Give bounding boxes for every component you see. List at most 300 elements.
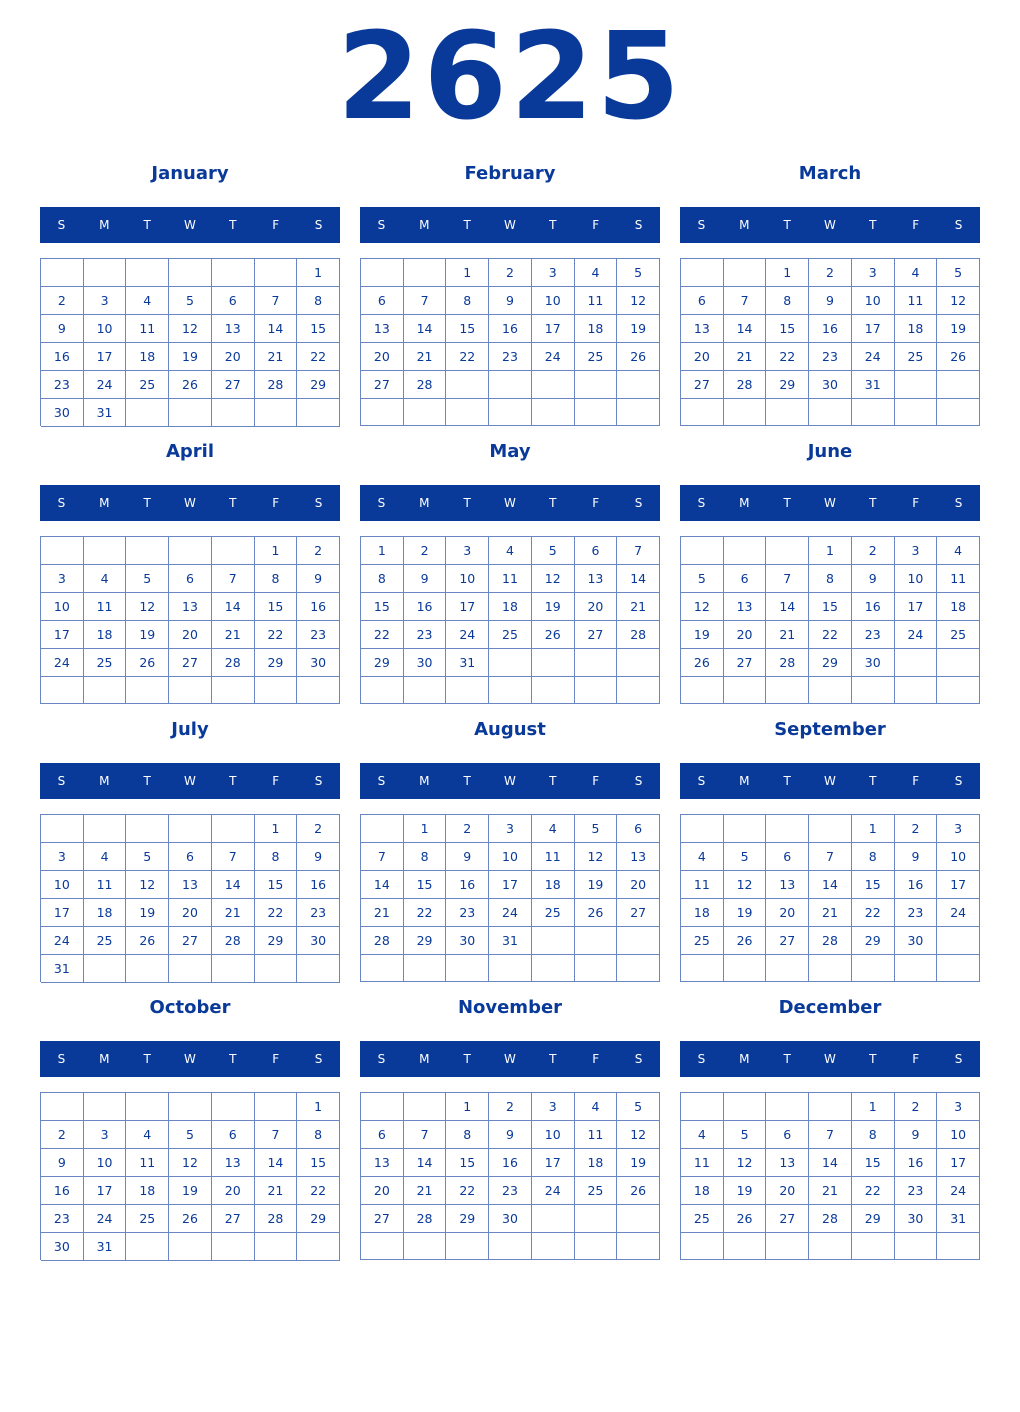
day-cell	[809, 815, 852, 843]
day-cell: 8	[404, 843, 447, 871]
day-cell	[212, 399, 255, 427]
day-cell: 6	[212, 1121, 255, 1149]
day-cell	[361, 399, 404, 426]
day-cell: 22	[297, 343, 340, 371]
day-cell: 24	[84, 371, 127, 399]
day-cell	[255, 955, 298, 983]
day-cell: 19	[937, 315, 980, 343]
day-cell: 21	[212, 621, 255, 649]
day-cell	[212, 537, 255, 565]
day-cell: 20	[617, 871, 660, 899]
day-cell: 28	[361, 927, 404, 955]
weekday-label: S	[697, 218, 706, 232]
weekday-header	[40, 485, 340, 521]
day-cell: 13	[766, 871, 809, 899]
day-cell: 31	[446, 649, 489, 677]
day-cell	[809, 1233, 852, 1260]
weekday-label: W	[504, 1052, 516, 1066]
day-cell	[937, 649, 980, 677]
day-cell: 17	[84, 1177, 127, 1205]
day-cell	[724, 1233, 767, 1260]
day-cell: 19	[169, 343, 212, 371]
day-cell: 18	[575, 1149, 618, 1177]
weekday-label: S	[57, 774, 66, 788]
day-cell: 6	[361, 287, 404, 315]
day-cell: 4	[895, 259, 938, 287]
weekday-label: T	[783, 774, 791, 788]
day-cell: 2	[489, 259, 532, 287]
day-cell: 9	[404, 565, 447, 593]
day-cell	[404, 677, 447, 704]
day-cell: 16	[297, 593, 340, 621]
day-cell: 3	[41, 843, 84, 871]
day-cell: 22	[809, 621, 852, 649]
weekday-label: M	[419, 496, 430, 510]
month-january	[40, 163, 340, 433]
day-cell: 17	[446, 593, 489, 621]
weekday-header	[680, 485, 980, 521]
weekday-header	[360, 763, 660, 799]
day-cell: 6	[681, 287, 724, 315]
day-cell: 22	[297, 1177, 340, 1205]
day-cell: 31	[84, 1233, 127, 1261]
day-cell	[766, 677, 809, 704]
weekday-label: T	[549, 218, 557, 232]
day-cell	[169, 955, 212, 983]
day-cell: 23	[41, 371, 84, 399]
day-cell: 30	[446, 927, 489, 955]
day-cell: 16	[41, 343, 84, 371]
day-cell	[126, 815, 169, 843]
weekday-label: T	[869, 496, 877, 510]
weekday-label: S	[377, 496, 386, 510]
day-cell: 26	[169, 1205, 212, 1233]
day-cell: 23	[297, 621, 340, 649]
day-cell: 10	[84, 1149, 127, 1177]
day-cell	[895, 955, 938, 982]
day-cell: 9	[489, 287, 532, 315]
day-cell: 12	[126, 871, 169, 899]
day-cell: 25	[489, 621, 532, 649]
weekday-label: F	[912, 496, 920, 510]
day-cell: 9	[297, 565, 340, 593]
month-august	[360, 719, 660, 989]
day-cell	[212, 259, 255, 287]
weekday-label: T	[869, 774, 877, 788]
day-cell: 11	[126, 1149, 169, 1177]
day-cell: 5	[681, 565, 724, 593]
day-cell: 28	[404, 1205, 447, 1233]
weekday-header	[360, 1041, 660, 1077]
day-cell: 16	[852, 593, 895, 621]
day-cell: 9	[41, 315, 84, 343]
day-cell	[937, 399, 980, 426]
day-cell: 13	[212, 1149, 255, 1177]
day-cell: 28	[724, 371, 767, 399]
day-cell	[255, 259, 298, 287]
day-cell: 21	[404, 343, 447, 371]
weekday-label: T	[549, 1052, 557, 1066]
month-april	[40, 441, 340, 711]
day-cell	[84, 677, 127, 704]
day-cell	[41, 1093, 84, 1121]
day-cell: 10	[84, 315, 127, 343]
day-cell: 29	[361, 649, 404, 677]
weekday-label: T	[869, 218, 877, 232]
day-cell: 17	[532, 315, 575, 343]
weekday-label: W	[824, 496, 836, 510]
day-cell	[297, 1233, 340, 1261]
day-cell: 16	[404, 593, 447, 621]
day-cell	[169, 1233, 212, 1261]
weekday-label: M	[739, 774, 750, 788]
day-cell: 25	[84, 649, 127, 677]
day-cell	[575, 1205, 618, 1233]
weekday-label: S	[314, 774, 323, 788]
day-cell: 17	[895, 593, 938, 621]
day-grid	[40, 536, 340, 704]
day-cell: 29	[446, 1205, 489, 1233]
day-cell: 6	[212, 287, 255, 315]
weekday-header	[40, 763, 340, 799]
day-cell: 3	[84, 1121, 127, 1149]
day-cell: 18	[532, 871, 575, 899]
day-cell: 10	[532, 1121, 575, 1149]
month-title: January	[151, 163, 229, 184]
day-cell: 9	[895, 1121, 938, 1149]
day-cell: 23	[41, 1205, 84, 1233]
day-cell: 27	[169, 649, 212, 677]
day-cell: 30	[809, 371, 852, 399]
day-cell: 30	[297, 927, 340, 955]
weekday-label: S	[57, 1052, 66, 1066]
day-cell: 24	[532, 343, 575, 371]
day-cell: 27	[766, 927, 809, 955]
day-cell: 22	[404, 899, 447, 927]
day-cell: 5	[724, 843, 767, 871]
day-cell: 18	[575, 315, 618, 343]
day-cell	[126, 259, 169, 287]
day-cell	[617, 677, 660, 704]
day-cell: 19	[617, 1149, 660, 1177]
day-cell	[489, 677, 532, 704]
day-cell: 3	[532, 1093, 575, 1121]
day-cell: 21	[255, 343, 298, 371]
day-cell: 20	[212, 1177, 255, 1205]
month-june	[680, 441, 980, 711]
month-title: October	[149, 997, 231, 1018]
day-cell: 25	[681, 1205, 724, 1233]
day-cell: 2	[446, 815, 489, 843]
day-cell: 18	[126, 343, 169, 371]
day-cell: 12	[169, 1149, 212, 1177]
day-cell: 19	[617, 315, 660, 343]
day-cell: 12	[724, 1149, 767, 1177]
day-cell: 13	[361, 1149, 404, 1177]
day-cell: 5	[617, 259, 660, 287]
day-cell: 17	[937, 1149, 980, 1177]
weekday-header	[680, 1041, 980, 1077]
day-cell	[532, 955, 575, 982]
day-cell: 13	[169, 593, 212, 621]
day-cell	[41, 677, 84, 704]
day-cell	[724, 1093, 767, 1121]
day-cell: 11	[84, 593, 127, 621]
day-cell: 18	[937, 593, 980, 621]
weekday-label: S	[697, 1052, 706, 1066]
day-cell: 5	[169, 287, 212, 315]
day-cell: 1	[361, 537, 404, 565]
day-cell: 24	[895, 621, 938, 649]
month-march	[680, 163, 980, 433]
day-cell: 14	[724, 315, 767, 343]
day-cell	[937, 371, 980, 399]
day-cell: 11	[575, 1121, 618, 1149]
month-title: December	[778, 997, 882, 1018]
day-cell	[489, 1233, 532, 1260]
day-cell: 14	[809, 871, 852, 899]
weekday-label: S	[954, 218, 963, 232]
day-cell: 7	[617, 537, 660, 565]
day-cell: 21	[809, 1177, 852, 1205]
day-cell	[126, 955, 169, 983]
day-cell	[404, 1233, 447, 1260]
day-cell: 2	[809, 259, 852, 287]
weekday-label: W	[824, 218, 836, 232]
day-cell	[681, 399, 724, 426]
day-cell	[84, 1093, 127, 1121]
day-cell	[446, 399, 489, 426]
day-cell: 4	[937, 537, 980, 565]
day-cell: 11	[895, 287, 938, 315]
day-cell: 4	[575, 259, 618, 287]
day-cell: 3	[84, 287, 127, 315]
day-cell: 29	[255, 649, 298, 677]
day-cell	[681, 1233, 724, 1260]
weekday-label: F	[912, 774, 920, 788]
day-cell: 8	[446, 1121, 489, 1149]
day-cell: 25	[575, 1177, 618, 1205]
day-cell: 12	[575, 843, 618, 871]
day-cell	[617, 1233, 660, 1260]
weekday-label: T	[463, 496, 471, 510]
day-grid	[360, 814, 660, 982]
day-cell: 14	[404, 315, 447, 343]
day-cell: 28	[404, 371, 447, 399]
day-cell: 24	[446, 621, 489, 649]
day-cell: 20	[681, 343, 724, 371]
day-cell: 3	[852, 259, 895, 287]
weekday-label: S	[377, 1052, 386, 1066]
day-cell: 17	[937, 871, 980, 899]
weekday-label: M	[739, 1052, 750, 1066]
day-cell: 16	[489, 1149, 532, 1177]
day-cell	[126, 537, 169, 565]
day-cell: 23	[489, 343, 532, 371]
day-cell: 11	[575, 287, 618, 315]
day-cell: 26	[126, 927, 169, 955]
day-cell: 25	[532, 899, 575, 927]
month-july	[40, 719, 340, 989]
day-cell: 14	[361, 871, 404, 899]
day-cell: 9	[852, 565, 895, 593]
day-cell: 19	[575, 871, 618, 899]
day-cell: 14	[255, 1149, 298, 1177]
day-cell: 9	[41, 1149, 84, 1177]
day-cell	[532, 1205, 575, 1233]
day-cell: 20	[766, 899, 809, 927]
day-cell: 11	[937, 565, 980, 593]
weekday-label: S	[954, 1052, 963, 1066]
day-cell: 13	[617, 843, 660, 871]
day-cell: 7	[361, 843, 404, 871]
day-cell: 16	[809, 315, 852, 343]
day-cell	[212, 815, 255, 843]
day-cell: 7	[404, 287, 447, 315]
day-grid	[40, 1092, 340, 1260]
weekday-label: T	[229, 218, 237, 232]
day-cell	[937, 1233, 980, 1260]
weekday-label: W	[824, 1052, 836, 1066]
day-cell: 22	[852, 1177, 895, 1205]
day-cell: 11	[84, 871, 127, 899]
weekday-label: W	[824, 774, 836, 788]
day-cell	[361, 677, 404, 704]
day-cell	[532, 1233, 575, 1260]
day-cell: 12	[532, 565, 575, 593]
day-cell: 13	[575, 565, 618, 593]
day-cell: 1	[255, 537, 298, 565]
day-cell: 12	[681, 593, 724, 621]
day-cell: 4	[84, 565, 127, 593]
day-cell: 19	[532, 593, 575, 621]
day-cell	[446, 677, 489, 704]
day-cell: 1	[297, 259, 340, 287]
day-cell	[169, 399, 212, 427]
day-cell: 7	[255, 287, 298, 315]
day-cell: 8	[297, 1121, 340, 1149]
day-cell	[575, 649, 618, 677]
day-cell: 1	[766, 259, 809, 287]
day-cell	[681, 1093, 724, 1121]
day-cell: 10	[852, 287, 895, 315]
day-cell	[575, 677, 618, 704]
day-grid	[680, 536, 980, 704]
month-october	[40, 997, 340, 1267]
day-cell	[617, 371, 660, 399]
day-cell: 30	[895, 927, 938, 955]
day-cell: 6	[169, 565, 212, 593]
day-cell	[575, 927, 618, 955]
day-cell: 31	[937, 1205, 980, 1233]
day-cell: 19	[169, 1177, 212, 1205]
month-title: February	[464, 163, 556, 184]
day-cell: 20	[724, 621, 767, 649]
day-cell: 26	[126, 649, 169, 677]
day-grid	[360, 258, 660, 426]
day-cell: 28	[212, 927, 255, 955]
day-cell: 12	[617, 287, 660, 315]
day-cell: 14	[809, 1149, 852, 1177]
day-cell: 30	[297, 649, 340, 677]
day-cell: 31	[41, 955, 84, 983]
day-cell: 30	[489, 1205, 532, 1233]
day-cell: 14	[255, 315, 298, 343]
day-cell: 20	[361, 343, 404, 371]
weekday-label: T	[143, 774, 151, 788]
day-cell: 26	[617, 343, 660, 371]
day-cell	[809, 1093, 852, 1121]
weekday-label: S	[314, 218, 323, 232]
day-cell: 26	[617, 1177, 660, 1205]
weekday-label: S	[634, 218, 643, 232]
day-cell: 24	[937, 899, 980, 927]
day-cell: 13	[681, 315, 724, 343]
day-cell	[446, 1233, 489, 1260]
day-cell: 2	[895, 815, 938, 843]
day-grid	[680, 814, 980, 982]
day-cell: 28	[809, 927, 852, 955]
day-cell: 9	[297, 843, 340, 871]
day-cell	[255, 399, 298, 427]
day-cell: 4	[532, 815, 575, 843]
day-cell: 27	[361, 1205, 404, 1233]
day-cell: 20	[169, 899, 212, 927]
day-cell: 11	[489, 565, 532, 593]
day-cell	[895, 649, 938, 677]
weekday-label: M	[419, 218, 430, 232]
day-cell	[724, 955, 767, 982]
day-cell: 2	[404, 537, 447, 565]
weekday-label: T	[229, 496, 237, 510]
weekday-label: T	[143, 1052, 151, 1066]
day-cell: 18	[84, 621, 127, 649]
day-cell	[532, 927, 575, 955]
day-cell: 18	[126, 1177, 169, 1205]
day-cell	[255, 1233, 298, 1261]
day-cell: 10	[532, 287, 575, 315]
weekday-label: M	[419, 1052, 430, 1066]
weekday-label: S	[954, 496, 963, 510]
day-cell	[895, 1233, 938, 1260]
day-cell	[681, 955, 724, 982]
day-cell	[766, 815, 809, 843]
day-cell: 6	[766, 843, 809, 871]
day-cell: 14	[404, 1149, 447, 1177]
weekday-label: S	[314, 1052, 323, 1066]
day-cell	[169, 259, 212, 287]
day-cell	[489, 955, 532, 982]
day-cell: 13	[361, 315, 404, 343]
day-cell: 19	[126, 899, 169, 927]
day-cell: 15	[297, 315, 340, 343]
day-cell: 4	[489, 537, 532, 565]
day-cell: 16	[895, 1149, 938, 1177]
day-cell: 7	[809, 843, 852, 871]
day-cell	[361, 955, 404, 982]
day-cell: 11	[532, 843, 575, 871]
day-cell: 6	[169, 843, 212, 871]
day-cell: 30	[404, 649, 447, 677]
day-cell: 8	[852, 843, 895, 871]
day-cell: 17	[532, 1149, 575, 1177]
day-cell: 6	[575, 537, 618, 565]
day-cell	[446, 371, 489, 399]
weekday-label: T	[143, 496, 151, 510]
day-cell: 21	[361, 899, 404, 927]
day-cell: 21	[766, 621, 809, 649]
month-title: June	[807, 441, 853, 462]
